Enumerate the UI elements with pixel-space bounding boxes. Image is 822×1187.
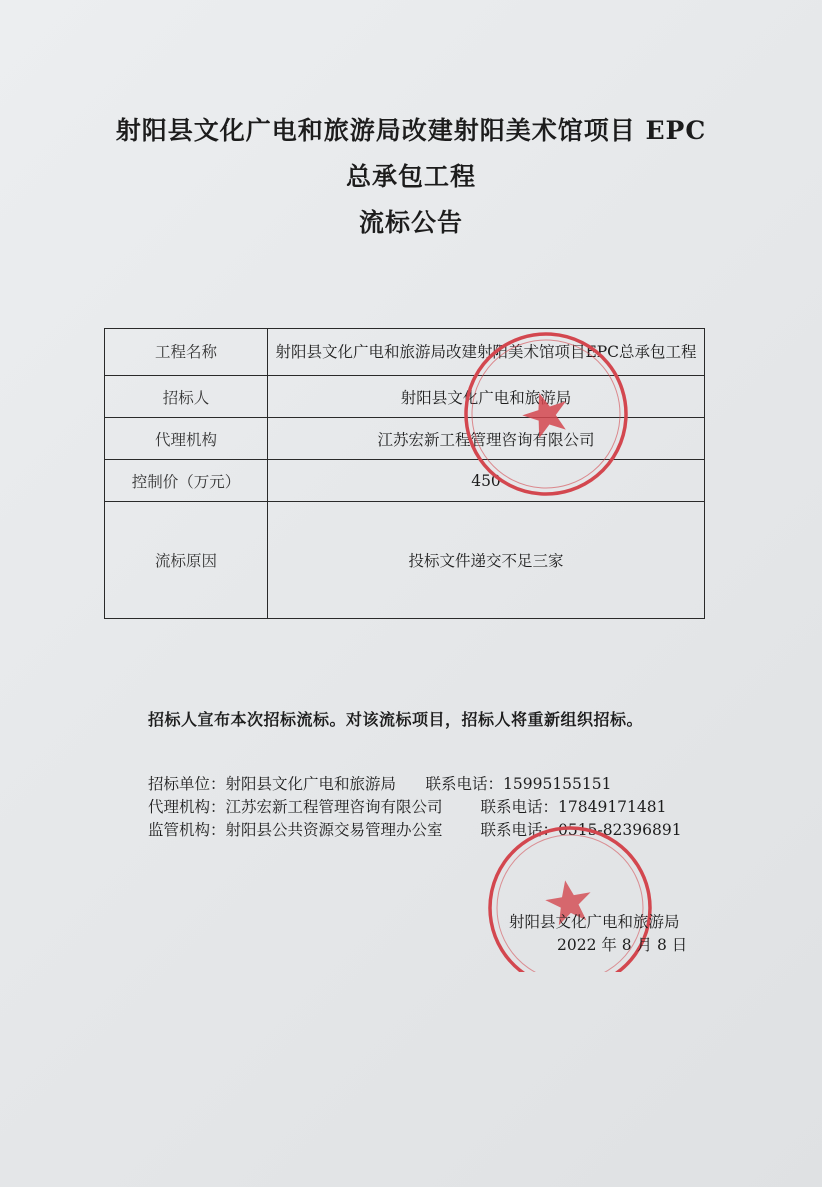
signature-date: 2022 年 8 月 8 日 xyxy=(557,936,688,954)
contact-org: 射阳县公共资源交易管理办公室 xyxy=(225,821,443,839)
contact-label: 招标单位： xyxy=(148,775,226,793)
agency-seal-icon xyxy=(462,330,630,498)
row-key: 工程名称 xyxy=(105,329,268,376)
title-line-1: 射阳县文化广电和旅游局改建射阳美术馆项目 EPC xyxy=(115,116,707,145)
contact-label: 监管机构： xyxy=(148,821,226,839)
row-value: 射阳县文化广电和旅游局改建射阳美术馆项目EPC总承包工程 xyxy=(268,329,705,376)
contact-org: 江苏宏新工程管理咨询有限公司 xyxy=(225,798,443,816)
contact-phone: 联系电话：15995155151 xyxy=(425,775,612,793)
row-key: 流标原因 xyxy=(105,502,268,619)
contact-org: 射阳县文化广电和旅游局 xyxy=(225,775,397,793)
row-value: 投标文件递交不足三家 xyxy=(268,502,705,619)
row-value: 450 xyxy=(268,460,705,502)
signature-org: 射阳县文化广电和旅游局 xyxy=(509,913,680,931)
row-value: 射阳县文化广电和旅游局 xyxy=(268,376,705,418)
contact-row xyxy=(148,796,682,819)
table-row xyxy=(105,502,705,619)
contact-row xyxy=(148,773,682,796)
contact-phone: 联系电话：0515-82396891 xyxy=(480,821,682,839)
title-line-2: 总承包工程 xyxy=(345,162,476,191)
title-line-3: 流标公告 xyxy=(358,208,463,237)
contact-phone: 联系电话：17849171481 xyxy=(480,798,667,816)
contact-label: 代理机构： xyxy=(148,798,226,816)
row-key: 代理机构 xyxy=(105,418,268,460)
row-key: 招标人 xyxy=(105,376,268,418)
row-key: 控制价（万元） xyxy=(105,460,268,502)
row-value: 江苏宏新工程管理咨询有限公司 xyxy=(268,418,705,460)
declaration-text: 招标人宣布本次招标流标。对该流标项目，招标人将重新组织招标。 xyxy=(148,710,644,729)
